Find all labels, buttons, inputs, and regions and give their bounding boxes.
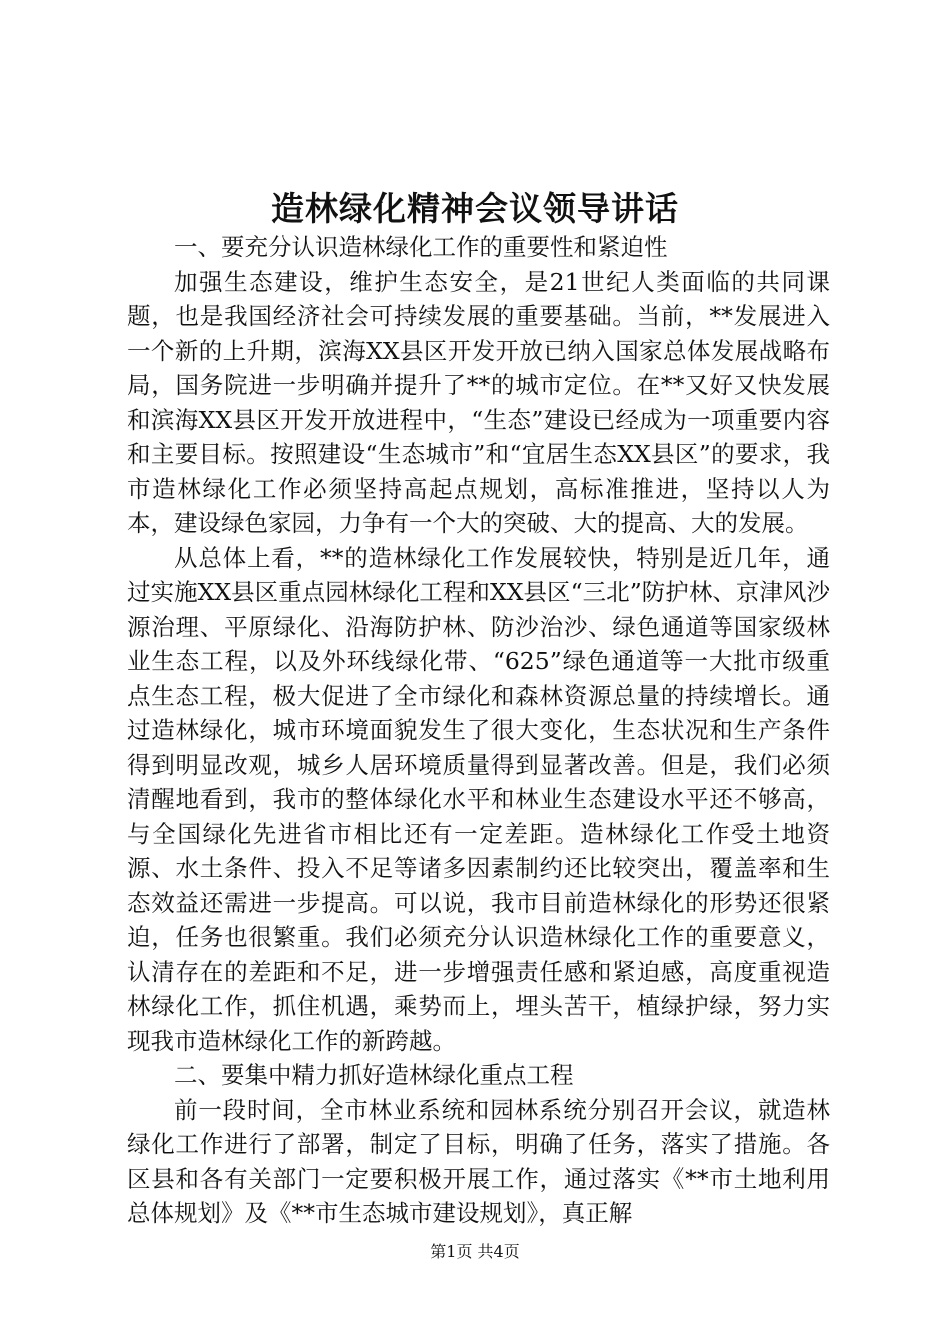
body-paragraph: 加强生态建设，维护生态安全，是21世纪人类面临的共同课题，也是我国经济社会可持续发展的重要基础。当前，**发展进入一个新的上升期，滨海XX县区开发开放已纳入国家总体发展战略布局，国务院进一步明确并提升了**的城市定位。在**又好又快发展和滨海XX县区开发开放进程中，“生态”建设已经成为一项重要内容和主要目标。按照建设“生态城市”和“宜居生态XX县区”的要求，我市造林绿化工作必须坚持高起点规划，高标准推进，坚持以人为本，建设绿色家园，力争有一个大的突破、大的提高、大的发展。	[127, 267, 830, 537]
body-paragraph: 前一段时间，全市林业系统和园林系统分别召开会议，就造林绿化工作进行了部署，制定了目标，明确了任务，落实了措施。各区县和各有关部门一定要积极开展工作，通过落实《**市土地利用总体规划》及《**市生态城市建设规划》，真正解	[127, 1095, 830, 1227]
section-heading-1: 一、要充分认识造林绿化工作的重要性和紧迫性	[174, 233, 668, 261]
document-title: 造林绿化精神会议领导讲话	[271, 189, 679, 228]
document-body	[127, 230, 830, 1231]
page-number-footer: 第1页 共4页	[430, 1242, 520, 1261]
body-paragraph: 从总体上看，**的造林绿化工作发展较快，特别是近几年，通过实施XX县区重点园林绿化工程和XX县区“三北”防护林、京津风沙源治理、平原绿化、沿海防护林、防沙治沙、绿色通道等国家级林业生态工程，以及外环线绿化带、“625”绿色通道等一大批市级重点生态工程，极大促进了全市绿化和森林资源总量的持续增长。通过造林绿化，城市环境面貌发生了很大变化，生态状况和生产条件得到明显改观，城乡人居环境质量得到显著改善。但是，我们必须清醒地看到，我市的整体绿化水平和林业生态建设水平还不够高，与全国绿化先进省市相比还有一定差距。造林绿化工作受土地资源、水土条件、投入不足等诸多因素制约还比较突出，覆盖率和生态效益还需进一步提高。可以说，我市目前造林绿化的形势还很紧迫，任务也很繁重。我们必须充分认识造林绿化工作的重要意义，认清存在的差距和不足，进一步增强责任感和紧迫感，高度重视造林绿化工作，抓住机遇，乘势而上，埋头苦干，植绿护绿，努力实现我市造林绿化工作的新跨越。	[127, 543, 830, 1055]
section-heading-2: 二、要集中精力抓好造林绿化重点工程	[174, 1061, 574, 1089]
